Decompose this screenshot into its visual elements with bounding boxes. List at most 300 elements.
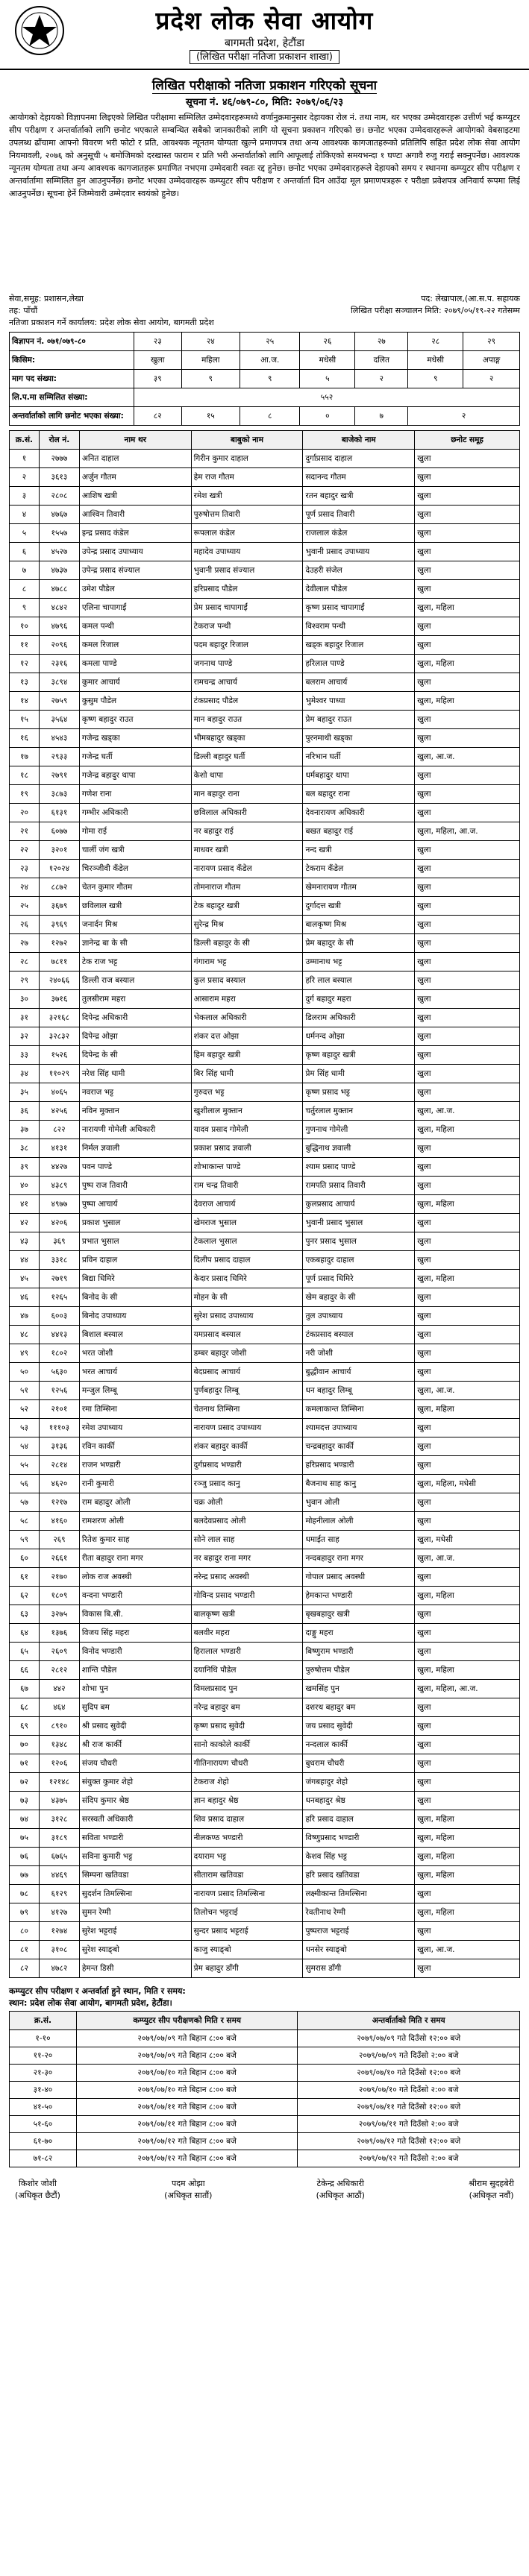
table-cell: गणेश राना (79, 785, 191, 804)
table-cell: खुला (415, 617, 520, 636)
schedule-cell: २०७९/०७/०९ गते बिहान ८:०० बजे (76, 2030, 298, 2047)
table-cell: धनसेर स्याङ्बो (303, 1941, 415, 1959)
table-cell: २६६१ (39, 1549, 79, 1568)
table-cell: २८१२ (39, 1661, 79, 1680)
table-cell: ३१२८ (39, 1810, 79, 1829)
table-cell: प्रेम बहादुर डाँगी (191, 1959, 303, 1978)
table-cell: यमप्रसाद बस्याल (191, 1326, 303, 1344)
table-cell: खुला (415, 1214, 520, 1232)
table-cell: लोक राज अवस्थी (79, 1568, 191, 1587)
schedule-table (9, 2011, 520, 2167)
table-cell: सुरेश भट्टराई (79, 1922, 191, 1941)
table-cell: खुला, महिला (415, 1829, 520, 1848)
table-cell: २७ (10, 934, 40, 953)
header (0, 0, 529, 70)
table-cell: डिलराम अधिकारी (303, 1009, 415, 1027)
table-cell: पुष्पराज भट्टराई (303, 1922, 415, 1941)
table-cell: खुला (415, 766, 520, 785)
table-cell: इन्द्र प्रसाद कंडेल (79, 524, 191, 543)
table-cell: खुला, आ.ज. (415, 1549, 520, 1568)
table-cell: १५२६ (39, 1046, 79, 1065)
signature-name: पदम ओझा (171, 2179, 205, 2188)
summary-total-row (10, 388, 520, 407)
table-row (10, 1437, 520, 1456)
table-cell: शोभा पुन (79, 1680, 191, 1698)
table-row (10, 1195, 520, 1214)
schedule-title: कम्प्युटर सीप परीक्षण र अन्तर्वार्ता हुने स्थान, मिति र समय: (9, 1986, 186, 1996)
table-cell: १४ (10, 692, 40, 711)
table-cell: सविना कुमारी भट्ट (79, 1848, 191, 1866)
table-cell: बेदप्रसाद आचार्य (191, 1363, 303, 1382)
table-cell: भुवान ओली (303, 1493, 415, 1512)
table-cell: टेकराज पन्थी (191, 617, 303, 636)
table-row (10, 1400, 520, 1419)
table-row (10, 468, 520, 487)
table-cell: ७७ (10, 1866, 40, 1885)
table-cell: गम्भीर अधिकारी (79, 804, 191, 822)
table-row (10, 450, 520, 468)
table-cell: खुला (415, 1698, 520, 1717)
table-row (10, 1698, 520, 1717)
table-cell: खुला, महिला (415, 1400, 520, 1419)
table-row (10, 617, 520, 636)
table-cell: २९३३ (39, 748, 79, 766)
table-row (10, 1121, 520, 1139)
summary-cell: ० (300, 407, 355, 426)
table-cell: चक्र ओली (191, 1493, 303, 1512)
table-cell: १५ (10, 711, 40, 729)
signature-block (469, 2178, 514, 2202)
schedule-cell: २०७९/०७/११ गते दिउँसो १२:०० बजे (298, 2099, 520, 2116)
table-cell: संयुक्त कुमार शेहो (79, 1773, 191, 1792)
table-cell: २३ (10, 860, 40, 878)
table-cell: नरिभान घर्ती (303, 748, 415, 766)
column-header: नाम थर (79, 431, 191, 450)
table-row (10, 1661, 520, 1680)
table-row (10, 1717, 520, 1736)
table-row (10, 1605, 520, 1624)
table-cell: टेकलाल भुसाल (191, 1232, 303, 1251)
table-row (10, 1754, 520, 1773)
table-cell: ४७९६ (39, 617, 79, 636)
table-cell: १३७६ (39, 1624, 79, 1643)
level-label: तह: पाँचौं (9, 306, 38, 315)
table-cell: खुला (415, 804, 520, 822)
schedule-cell: २०७९/०७/०९ गते बिहान ८:०० बजे (76, 2047, 298, 2065)
table-cell: रीता बहादुर राना मगर (79, 1549, 191, 1568)
summary-cell: माग पद संख्या: (10, 370, 134, 388)
table-row (10, 804, 520, 822)
summary-selected-row (10, 407, 520, 426)
table-cell: २३१६ (39, 655, 79, 673)
schedule-row (10, 2150, 520, 2167)
table-row (10, 1139, 520, 1158)
table-row (10, 1810, 520, 1829)
summary-cell: २ (408, 407, 520, 426)
table-cell: आसाराम महरा (191, 990, 303, 1009)
table-row (10, 971, 520, 990)
table-cell: ५९ (10, 1531, 40, 1549)
table-cell: कृष्ण बहादुर राउत (79, 711, 191, 729)
table-cell: ४१ (10, 1195, 40, 1214)
table-cell: गुणनाथ गोमेली (303, 1121, 415, 1139)
table-cell: १३ (10, 673, 40, 692)
column-header: छनोट समूह (415, 431, 520, 450)
table-cell: दिपेन्द्र ओझा (79, 1027, 191, 1046)
table-cell: खेम बहादुर के सी (303, 1288, 415, 1307)
table-cell: देवीलाल पौडेल (303, 580, 415, 599)
table-cell: हरिलाल पाण्डे (303, 655, 415, 673)
table-cell: ३६१३ (39, 468, 79, 487)
table-cell: सुमरास डाँगी (303, 1959, 415, 1978)
table-row (10, 1848, 520, 1866)
table-cell: खुला (415, 1251, 520, 1270)
table-cell: खुला (415, 1512, 520, 1531)
table-cell: ६९ (10, 1717, 40, 1736)
table-cell: पुरनमाथी खड्का (303, 729, 415, 748)
table-cell: हरि लाल बस्याल (303, 971, 415, 990)
table-cell: जनार्दन मिश्र (79, 916, 191, 934)
table-cell: खुला, महिला (415, 655, 520, 673)
table-row (10, 1214, 520, 1232)
table-cell: खुला, महिला, आ.ज. (415, 822, 520, 841)
table-cell: ४१२७ (39, 1903, 79, 1922)
schedule-row (10, 2047, 520, 2065)
table-cell: कुल प्रसाद बस्याल (191, 971, 303, 990)
table-row (10, 1903, 520, 1922)
table-cell: २८१४ (39, 1456, 79, 1475)
summary-cell: ९ (408, 370, 463, 388)
table-cell: शोभाकान्त पाण्डे (191, 1158, 303, 1177)
table-cell: १२०६ (39, 1754, 79, 1773)
table-cell: १९ (10, 785, 40, 804)
table-cell: शान्ति पौडेल (79, 1661, 191, 1680)
table-row (10, 1624, 520, 1643)
summary-cell: अपाङ्ग (463, 351, 520, 370)
table-cell: ३६७९ (39, 897, 79, 916)
table-cell: खुला (415, 1083, 520, 1102)
signature-name: श्रीराम सुदहबेरी (469, 2179, 514, 2188)
results-table (9, 430, 520, 1978)
table-cell: ४१३१ (39, 1139, 79, 1158)
table-cell: नरेन्द्र प्रसाद अवस्थी (191, 1568, 303, 1587)
table-row (10, 1493, 520, 1512)
table-cell: सुरेश प्रसाद उपाध्याय (191, 1307, 303, 1326)
table-cell: जंगबहादुर शेहो (303, 1773, 415, 1792)
table-cell: आश्विन तिवारी (79, 506, 191, 524)
table-cell: २०९६ (39, 636, 79, 655)
table-cell: बालकृष्ण खत्री (191, 1605, 303, 1624)
table-row (10, 1549, 520, 1568)
table-row (10, 1531, 520, 1549)
table-cell: उपेन्द्र प्रसाद संज्याल (79, 561, 191, 580)
table-row (10, 1587, 520, 1605)
summary-cell: आ.ज. (240, 351, 300, 370)
table-cell: खुला (415, 1065, 520, 1083)
schedule-cell: २०७९/०७/१० गते बिहान ८:०० बजे (76, 2065, 298, 2082)
table-row (10, 1083, 520, 1102)
table-cell: ३२ (10, 1027, 40, 1046)
schedule-cell: २१-३० (10, 2065, 77, 2082)
table-cell: रमेश खत्री (191, 487, 303, 506)
table-cell: रामशरण ओली (79, 1512, 191, 1531)
table-cell: चिरञ्जीवी कँडेल (79, 860, 191, 878)
table-cell: कृष्ण प्रसाद भट्ट (303, 1083, 415, 1102)
schedule-cell: २०७९/०७/१२ गते दिउँसो २:०० बजे (298, 2150, 520, 2167)
table-row (10, 1326, 520, 1344)
table-cell: ५८ (10, 1512, 40, 1531)
table-cell: खुला, महिला (415, 1195, 520, 1214)
table-cell: डिल्ली बहादुर के सी (191, 934, 303, 953)
table-cell: खुला (415, 1885, 520, 1903)
table-cell: पूर्ण प्रसाद तिवारी (303, 506, 415, 524)
table-cell: ६३ (10, 1605, 40, 1624)
table-row (10, 1568, 520, 1587)
table-cell: खुला (415, 1027, 520, 1046)
table-cell: उपेन्द्र प्रसाद उपाध्याय (79, 543, 191, 561)
table-cell: २६ (10, 916, 40, 934)
summary-cell: ८२ (134, 407, 182, 426)
table-cell: हरि प्रसाद दाहाल (303, 1810, 415, 1829)
table-cell: सुरेश स्याङ्बो (79, 1941, 191, 1959)
table-cell: ३१३६ (39, 1437, 79, 1456)
schedule-row (10, 2082, 520, 2099)
table-cell: ८२२ (39, 1121, 79, 1139)
table-cell: २५ (10, 897, 40, 916)
table-cell: धन बहादुर लिम्बू (303, 1382, 415, 1400)
table-cell: भीमबहादुर खड्का (191, 729, 303, 748)
table-cell: बुद्धिनाथ ज्ञवाली (303, 1139, 415, 1158)
table-cell: बलवीर महरा (191, 1624, 303, 1643)
table-cell: ४९ (10, 1344, 40, 1363)
column-header: बाजेको नाम (303, 431, 415, 450)
table-cell: नर बहादुर राई (191, 822, 303, 841)
signature-block (164, 2178, 212, 2202)
table-cell: टेकराम कँडेल (303, 860, 415, 878)
table-cell: पुष्पा आचार्य (79, 1195, 191, 1214)
summary-cell: २ (355, 370, 408, 388)
table-cell: ८९१० (39, 1717, 79, 1736)
table-cell: रानी कुमारी (79, 1475, 191, 1493)
table-cell: नारायण प्रसाद कँडेल (191, 860, 303, 878)
table-cell: खुला (415, 1232, 520, 1251)
table-cell: ३५ (10, 1083, 40, 1102)
table-cell: चर्तुरलाल मुक्तान (303, 1102, 415, 1121)
summary-table (9, 332, 520, 426)
table-cell: हरि प्रसाद खतिवडा (303, 1866, 415, 1885)
table-cell: रञ्जु प्रसाद कानु (191, 1475, 303, 1493)
table-cell: तुलसीराम महरा (79, 990, 191, 1009)
schedule-cell: २०७९/०७/०९ गते दिउँसो २:०० बजे (298, 2047, 520, 2065)
results-header-row (10, 431, 520, 450)
table-cell: १० (10, 617, 40, 636)
table-cell: ३९ (10, 1158, 40, 1177)
table-cell: दिपेन्द्र के सी (79, 1046, 191, 1065)
table-cell: वन्दना भण्डारी (79, 1587, 191, 1605)
table-cell: ७४ (10, 1810, 40, 1829)
table-cell: रितेश कुमार साह (79, 1531, 191, 1549)
table-cell: २८०८ (39, 487, 79, 506)
table-cell: संजय चौधरी (79, 1754, 191, 1773)
table-row (10, 729, 520, 748)
table-cell: २७९१ (39, 766, 79, 785)
signature-block (316, 2178, 365, 2202)
table-cell: राम बहादुर ओली (79, 1493, 191, 1512)
table-row (10, 1065, 520, 1083)
table-cell: निर्मल ज्ञवाली (79, 1139, 191, 1158)
table-row (10, 1419, 520, 1437)
table-row (10, 1046, 520, 1065)
table-cell: ३२७५ (39, 1605, 79, 1624)
table-cell: धनबहादुर श्रेष्ठ (303, 1792, 415, 1810)
table-cell: ५ (10, 524, 40, 543)
table-cell: नविन मुक्तान (79, 1102, 191, 1121)
table-cell: ५७ (10, 1493, 40, 1512)
table-cell: टंकप्रसाद पौडेल (191, 692, 303, 711)
table-cell: कृष्ण प्रसाद सुवेदी (191, 1717, 303, 1736)
table-cell: शंकर दत्त ओझा (191, 1027, 303, 1046)
table-cell: ४४ (10, 1251, 40, 1270)
table-cell: ५२ (10, 1400, 40, 1419)
table-cell: बिशाल बस्याल (79, 1326, 191, 1344)
table-cell: ३२८३२ (39, 1027, 79, 1046)
table-cell: २१७० (39, 1568, 79, 1587)
table-cell: ८ (10, 580, 40, 599)
table-cell: विश्वराम पन्थी (303, 617, 415, 636)
table-cell: सोने लाल साह (191, 1531, 303, 1549)
table-row (10, 1829, 520, 1848)
table-cell: खुला (415, 878, 520, 897)
table-cell: पदम बहादुर रिजाल (191, 636, 303, 655)
table-cell: ३२०१ (39, 841, 79, 860)
table-cell: देवनारायण अधिकारी (303, 804, 415, 822)
table-row (10, 1177, 520, 1195)
table-cell: बिनोद उपाध्याय (79, 1307, 191, 1326)
schedule-cell: २०७९/०७/११ गते दिउँसो २:०० बजे (298, 2116, 520, 2133)
table-row (10, 785, 520, 804)
table-cell: ६८ (10, 1698, 40, 1717)
table-cell: ४६ (10, 1288, 40, 1307)
table-cell: गजेन्द्र बहादुर थापा (79, 766, 191, 785)
table-cell: खुला (415, 1046, 520, 1065)
table-cell: ७१ (10, 1754, 40, 1773)
table-cell: २ (10, 468, 40, 487)
summary-cell: ८ (240, 407, 300, 426)
table-cell: चन्द्रबहादुर कार्की (303, 1437, 415, 1456)
table-cell: खेमनारायण गौतम (303, 878, 415, 897)
table-row (10, 1922, 520, 1941)
table-cell: उमेश पौडेल (79, 580, 191, 599)
table-cell: प्रकाश प्रसाद ज्ञवाली (191, 1139, 303, 1158)
table-row (10, 897, 520, 916)
table-cell: १२१७ (39, 1493, 79, 1512)
table-cell: राजन भण्डारी (79, 1456, 191, 1475)
table-row (10, 692, 520, 711)
table-cell: २२ (10, 841, 40, 860)
summary-cell: २५ (240, 333, 300, 351)
table-cell: रमा तिम्सिना (79, 1400, 191, 1419)
table-cell: पूर्ण प्रसाद धिमिरे (303, 1270, 415, 1288)
table-cell: रूपलाल कंडेल (191, 524, 303, 543)
table-cell: खुला (415, 1326, 520, 1344)
table-cell: २६०९ (39, 1643, 79, 1661)
table-cell: ७० (10, 1736, 40, 1754)
organization-title: प्रदेश लोक सेवा आयोग (155, 6, 374, 35)
table-row (10, 543, 520, 561)
table-cell: महादेव उपाध्याय (191, 543, 303, 561)
table-cell: २१ (10, 822, 40, 841)
summary-header-row (10, 333, 520, 351)
table-cell: कमल पन्थी (79, 617, 191, 636)
table-cell: एकबहादुर दाहाल (303, 1251, 415, 1270)
table-cell: ३५६४ (39, 711, 79, 729)
table-cell: खुला, महिला, आ.ज. (415, 1680, 520, 1698)
table-cell: एलिना चापागाईं (79, 599, 191, 617)
table-cell: मान बहादुर राना (191, 785, 303, 804)
table-cell: २८ (10, 953, 40, 971)
table-cell: ७२ (10, 1773, 40, 1792)
column-header: रोल नं. (39, 431, 79, 450)
table-cell: प्रेम सिंह धामी (303, 1065, 415, 1083)
table-cell: ४५२७ (39, 543, 79, 561)
table-cell: ४२०६ (39, 1214, 79, 1232)
table-cell: विष्णुप्रसाद भण्डारी (303, 1829, 415, 1848)
table-cell: केशव सिंह भट्ट (303, 1848, 415, 1866)
table-cell: दुर्गप्रसाद भण्डारी (191, 1456, 303, 1475)
table-cell: प्रेम बहादुर के सी (303, 934, 415, 953)
table-cell: ३७१६ (39, 990, 79, 1009)
table-cell: टेक राज भट्ट (79, 953, 191, 971)
table-cell: रेवतीनाथ रेग्मी (303, 1903, 415, 1922)
table-cell: खुला (415, 1736, 520, 1754)
summary-cell: अन्तर्वार्ताको लागि छनोट भएका संख्या: (10, 407, 134, 426)
table-cell: मान बहादुर राउत (191, 711, 303, 729)
table-cell: खुला, मधेसी (415, 1531, 520, 1549)
table-cell: कमलाकान्त तिम्सिना (303, 1400, 415, 1419)
summary-seats-row (10, 370, 520, 388)
table-cell: ४७८२ (39, 1959, 79, 1978)
table-cell: २१०१ (39, 1400, 79, 1419)
table-cell: कमल रिजाल (79, 636, 191, 655)
signature-role: (अधिकृत सातौं) (164, 2191, 213, 2200)
table-cell: ५१ (10, 1382, 40, 1400)
table-cell: खेमराज भुसाल (191, 1214, 303, 1232)
signature-role: (अधिकृत आठौं) (316, 2191, 365, 2200)
table-row (10, 1027, 520, 1046)
table-cell: खुला (415, 990, 520, 1009)
schedule-row (10, 2116, 520, 2133)
table-cell: गुरुदत्त भट्ट (191, 1083, 303, 1102)
table-cell: ८२ (10, 1959, 40, 1978)
table-cell: नवराज भट्ट (79, 1083, 191, 1102)
summary-cell: ९ (240, 370, 300, 388)
table-cell: श्यामदत्त उपाध्याय (303, 1419, 415, 1437)
table-cell: सीताराम खतिवडा (191, 1866, 303, 1885)
office-label: नतिजा प्रकाशन गर्ने कार्यालय: प्रदेश लोक सेवा आयोग, बागमती प्रदेश (9, 318, 214, 327)
table-cell: सुदिप बम (79, 1698, 191, 1717)
table-cell: ५६३० (39, 1363, 79, 1382)
table-cell: बिद्या धिमिरे (79, 1270, 191, 1288)
table-cell: सुमन रेग्मी (79, 1903, 191, 1922)
table-cell: दिपेन्द्र अधिकारी (79, 1009, 191, 1027)
table-cell: ५४ (10, 1437, 40, 1456)
table-row (10, 1866, 520, 1885)
table-cell: ६ (10, 543, 40, 561)
schedule-row (10, 2030, 520, 2047)
table-row (10, 636, 520, 655)
table-cell: चेतनाथ तिम्सिना (191, 1400, 303, 1419)
table-row (10, 841, 520, 860)
